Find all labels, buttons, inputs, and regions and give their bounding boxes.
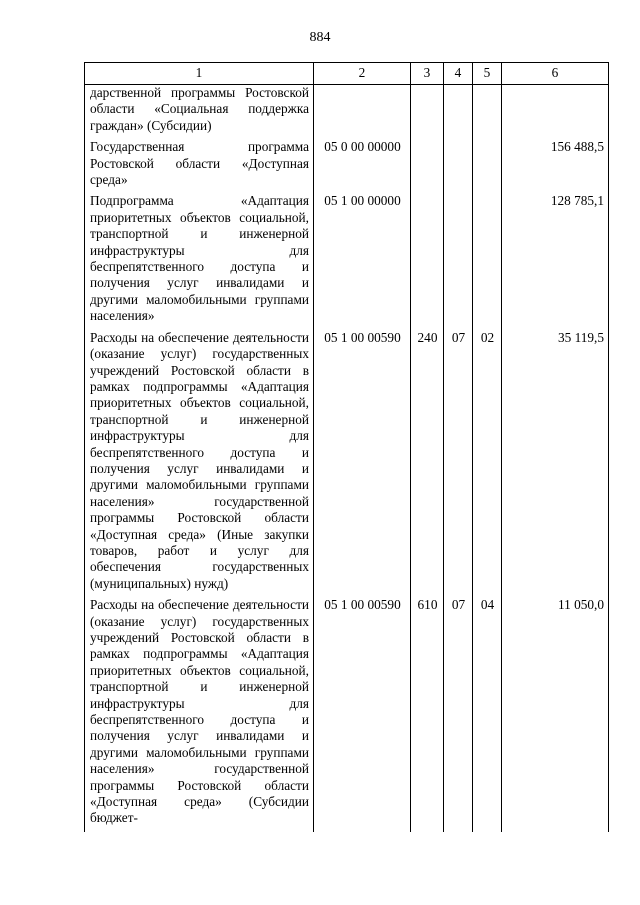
header-row	[85, 63, 609, 85]
table-row	[85, 85, 609, 140]
row-vr: 240	[411, 330, 444, 598]
row-pr	[473, 85, 502, 140]
header-col-6: 6	[502, 63, 609, 85]
row-amount	[502, 85, 609, 140]
row-amount: 35 119,5	[502, 330, 609, 598]
row-pr: 02	[473, 330, 502, 598]
row-amount: 156 488,5	[502, 139, 609, 193]
row-vr: 610	[411, 597, 444, 832]
header-col-5: 5	[473, 63, 502, 85]
table-row	[85, 139, 609, 193]
table-row	[85, 597, 609, 832]
row-pr	[473, 139, 502, 193]
row-vr	[411, 139, 444, 193]
header-col-2: 2	[314, 63, 411, 85]
row-rz: 07	[444, 330, 473, 598]
row-vr	[411, 193, 444, 329]
row-amount: 11 050,0	[502, 597, 609, 832]
header-col-1: 1	[85, 63, 314, 85]
budget-table	[84, 62, 609, 832]
row-rz	[444, 85, 473, 140]
row-description: Государственная программа Ростовской области «Доступная среда»	[85, 139, 314, 193]
table-row	[85, 330, 609, 598]
row-vr	[411, 85, 444, 140]
row-kcsr	[314, 85, 411, 140]
row-rz: 07	[444, 597, 473, 832]
row-pr	[473, 193, 502, 329]
row-kcsr: 05 0 00 00000	[314, 139, 411, 193]
header-col-3: 3	[411, 63, 444, 85]
table-row	[85, 193, 609, 329]
row-kcsr: 05 1 00 00000	[314, 193, 411, 329]
row-kcsr: 05 1 00 00590	[314, 330, 411, 598]
header-col-4: 4	[444, 63, 473, 85]
row-kcsr: 05 1 00 00590	[314, 597, 411, 832]
row-description: Подпрограмма «Адаптация приоритетных объектов социальной, транспортной и инженерной инфраструктуры для беспрепятственного доступа и получения услуг инвалидами и другими маломобильными группами населения»	[85, 193, 314, 329]
row-pr: 04	[473, 597, 502, 832]
row-description: дарственной программы Ростовской области «Социальная поддержка граждан» (Субсидии)	[85, 85, 314, 140]
page-number: 884	[309, 30, 331, 45]
row-amount: 128 785,1	[502, 193, 609, 329]
row-description: Расходы на обеспечение деятельности (оказание услуг) государственных учреждений Ростовской области в рамках подпрограммы «Адаптация приоритетных объектов социальной, транспортной и инженерной инфраструктуры для беспрепятственного доступа и получения услуг инвалидами и другими маломобильными группами населения» государственной программы Ростовской области «Доступная среда» (Субсидии бюджет-	[85, 597, 314, 832]
row-rz	[444, 193, 473, 329]
row-description: Расходы на обеспечение деятельности (оказание услуг) государственных учреждений Ростовской области в рамках подпрограммы «Адаптация приоритетных объектов социальной, транспортной и инженерной инфраструктуры для беспрепятственного доступа и получения услуг инвалидами и другими маломобильными группами населения» государственной программы Ростовской области «Доступная среда» (Иные закупки товаров, работ и услуг для обеспечения государственных (муниципальных) нужд)	[85, 330, 314, 598]
row-rz	[444, 139, 473, 193]
